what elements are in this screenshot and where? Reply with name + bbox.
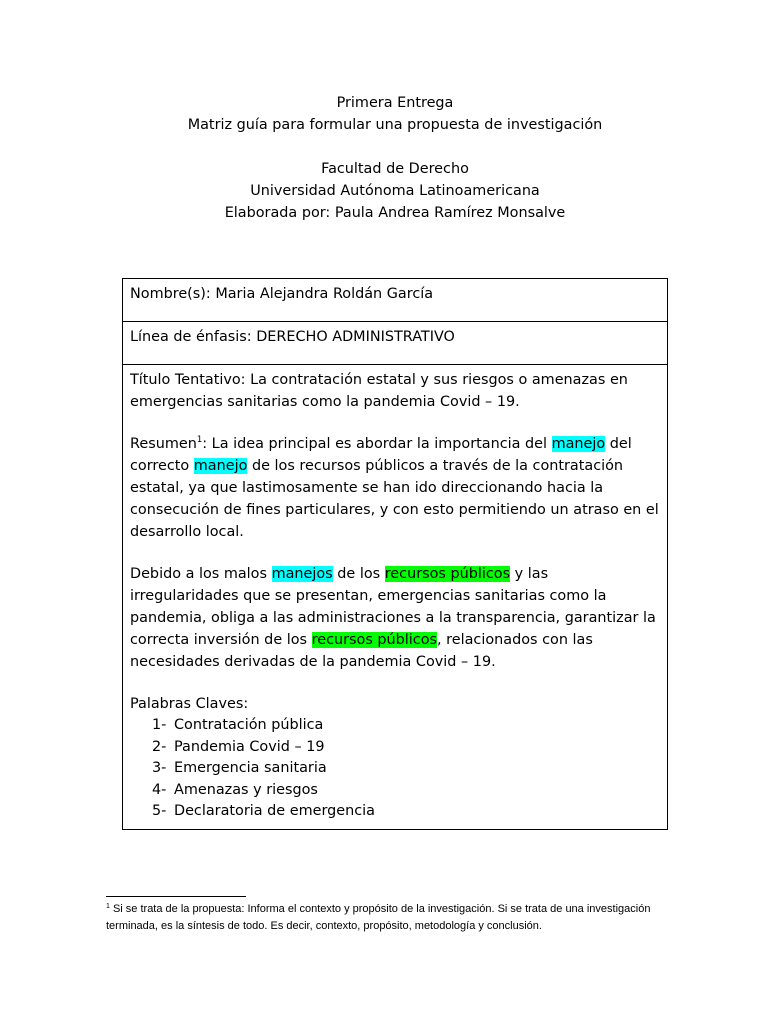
header-faculty: Facultad de Derecho [321, 161, 469, 177]
list-item [130, 715, 660, 737]
footnote-separator [106, 896, 246, 897]
footnote-reference[interactable]: 1 [196, 435, 203, 445]
header-university: Universidad Autónoma Latinoamericana [250, 183, 540, 199]
resumen-label: Resumen [130, 436, 197, 452]
debido-text-3: y las irregularidades que se presentan, emergencias sanitarias como la pandemia, obliga a las administraciones a la transparencia, garantizar la correcta inversión de los [130, 566, 656, 648]
list-item [130, 737, 660, 759]
keywords-list [130, 715, 660, 823]
content-cell [123, 365, 668, 830]
highlight-manejo-1: manejo [551, 436, 606, 452]
document-header [0, 92, 768, 224]
debido-text-1: Debido a los malos [130, 566, 272, 582]
resumen-paragraph [130, 433, 660, 543]
debido-text-4: , relacionados con las necesidades derivadas de la pandemia Covid – 19. [130, 632, 593, 670]
footnote [106, 901, 666, 934]
highlight-recursos-publicos-1: recursos públicos [384, 566, 511, 582]
table-row-linea [123, 322, 668, 365]
keyword-number: 2- [152, 738, 167, 755]
nombre-cell: Nombre(s): Maria Alejandra Roldán García [123, 279, 668, 322]
keyword-number: 4- [152, 781, 167, 798]
header-author: Elaborada por: Paula Andrea Ramírez Monsalve [224, 205, 566, 221]
resumen-text-2: del correcto [130, 436, 632, 474]
list-item [130, 758, 660, 780]
keyword-text: Pandemia Covid – 19 [174, 738, 325, 755]
table-row-content [123, 365, 668, 830]
keyword-text: Emergencia sanitaria [174, 760, 327, 777]
table-row-nombre [123, 279, 668, 322]
titulo-paragraph: Título Tentativo: La contratación estatal y sus riesgos o amenazas en emergencias sanitarias como la pandemia Covid – 19. [130, 372, 628, 410]
palabras-claves-label: Palabras Claves: [130, 696, 249, 712]
footnote-mark: 1 [106, 903, 110, 910]
footnote-text: Si se trata de la propuesta: Informa el contexto y propósito de la investigación. Si se trata de una investigación terminada, es la síntesis de todo. Es decir, contexto, propósito, metodología y conclusión. [106, 903, 651, 932]
keyword-number: 1- [152, 717, 167, 733]
research-matrix-table [122, 278, 668, 830]
header-subtitle: Matriz guía para formular una propuesta de investigación [187, 117, 603, 133]
keyword-text: Contratación pública [174, 717, 324, 733]
keyword-number: 3- [152, 760, 167, 777]
debido-text-2: de los [332, 566, 385, 582]
header-title: Primera Entrega [336, 95, 454, 111]
highlight-manejos: manejos [271, 566, 333, 582]
linea-cell: Línea de énfasis: DERECHO ADMINISTRATIVO [123, 322, 668, 365]
keyword-number: 5- [152, 803, 167, 820]
list-item [130, 801, 660, 823]
keyword-text: Declaratoria de emergencia [174, 803, 375, 820]
resumen-text-1: : La idea principal es abordar la importancia del [202, 436, 552, 452]
list-item [130, 780, 660, 802]
keyword-text: Amenazas y riesgos [174, 781, 318, 798]
debido-paragraph [130, 563, 660, 673]
resumen-text-3: de los recursos públicos a través de la contratación estatal, ya que lastimosamente se han ido direccionando hacia la consecución de fines particulares, y con esto permitiendo un atraso en el desarrollo local. [130, 458, 659, 540]
highlight-recursos-publicos-2: recursos públicos [311, 632, 438, 648]
highlight-manejo-2: manejo [193, 458, 248, 474]
